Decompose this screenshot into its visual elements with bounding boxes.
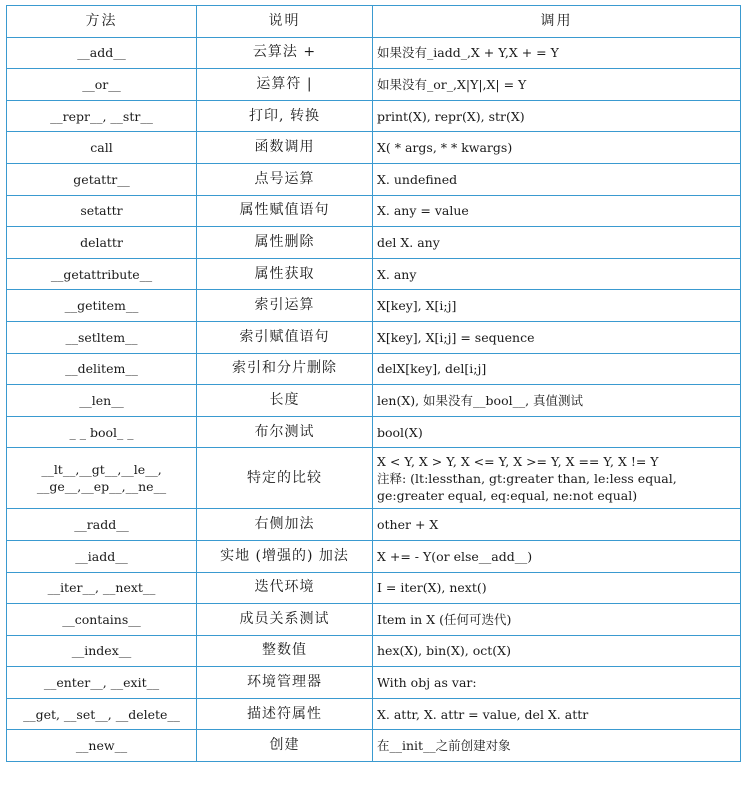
table-row bbox=[7, 100, 741, 132]
usage-line: X. any bbox=[377, 266, 417, 282]
method-cell bbox=[7, 730, 197, 762]
description-cell: 描述符属性 bbox=[197, 698, 373, 730]
usage-cell bbox=[373, 100, 741, 132]
usage-cell bbox=[373, 572, 741, 604]
usage-cell bbox=[373, 509, 741, 541]
table-row bbox=[7, 290, 741, 322]
table-row bbox=[7, 258, 741, 290]
method-cell bbox=[7, 604, 197, 636]
method-name: setattr bbox=[80, 203, 123, 219]
usage-cell bbox=[373, 195, 741, 227]
usage-line: ge:greater equal, eq:equal, ne:not equal) bbox=[377, 487, 638, 503]
description-cell: 布尔测试 bbox=[197, 416, 373, 448]
header-description: 说明 bbox=[197, 6, 373, 38]
description-cell: 长度 bbox=[197, 385, 373, 417]
method-cell bbox=[7, 258, 197, 290]
usage-line: print(X), repr(X), str(X) bbox=[377, 108, 525, 124]
usage-cell bbox=[373, 353, 741, 385]
method-name: __delitem__ bbox=[65, 361, 138, 377]
usage-cell bbox=[373, 258, 741, 290]
method-cell bbox=[7, 448, 197, 509]
usage-line: Item in X (任何可迭代) bbox=[377, 611, 512, 627]
description-cell: 点号运算 bbox=[197, 163, 373, 195]
description-cell: 属性删除 bbox=[197, 227, 373, 259]
table-row bbox=[7, 195, 741, 227]
method-name: __or__ bbox=[82, 76, 121, 92]
table-row bbox=[7, 163, 741, 195]
usage-cell bbox=[373, 385, 741, 417]
description-cell: 函数调用 bbox=[197, 132, 373, 164]
usage-line: X[key], X[i;j] bbox=[377, 298, 457, 314]
table-body bbox=[7, 37, 741, 761]
usage-line: X. attr, X. attr = value, del X. attr bbox=[377, 706, 589, 722]
usage-cell bbox=[373, 540, 741, 572]
description-cell: 索引和分片删除 bbox=[197, 353, 373, 385]
method-name: delattr bbox=[80, 234, 123, 250]
description-cell: 索引运算 bbox=[197, 290, 373, 322]
method-name: __lt__,__gt__,__le__, bbox=[41, 462, 162, 478]
table-row bbox=[7, 448, 741, 509]
usage-line: With obj as var: bbox=[377, 675, 477, 691]
description-cell: 属性赋值语句 bbox=[197, 195, 373, 227]
method-name: __enter__, __exit__ bbox=[43, 675, 160, 691]
method-name: __add__ bbox=[77, 45, 126, 61]
method-name: __getitem__ bbox=[64, 298, 139, 314]
method-name: call bbox=[90, 140, 113, 156]
usage-line: del X. any bbox=[377, 234, 440, 250]
usage-line: 注释: (lt:lessthan, gt:greater than, le:less equal, bbox=[377, 470, 677, 486]
usage-line: I = iter(X), next() bbox=[377, 580, 487, 596]
method-name: getattr__ bbox=[73, 171, 130, 187]
method-name: __contains__ bbox=[62, 611, 141, 627]
table-row bbox=[7, 353, 741, 385]
method-cell bbox=[7, 321, 197, 353]
method-cell bbox=[7, 100, 197, 132]
description-cell: 成员关系测试 bbox=[197, 604, 373, 636]
header-row bbox=[7, 6, 741, 38]
method-name: __repr__, __str__ bbox=[50, 108, 153, 124]
usage-line: X( * args, * * kwargs) bbox=[377, 140, 513, 156]
usage-cell bbox=[373, 604, 741, 636]
usage-line: X[key], X[i;j] = sequence bbox=[377, 329, 535, 345]
usage-line: 在__init__之前创建对象 bbox=[377, 738, 511, 754]
usage-line: 如果没有_or_,X|Y|,X| = Y bbox=[377, 76, 527, 92]
description-cell: 云算法 + bbox=[197, 37, 373, 69]
usage-line: other + X bbox=[377, 517, 439, 533]
description-cell: 实地 (增强的) 加法 bbox=[197, 540, 373, 572]
usage-cell bbox=[373, 37, 741, 69]
method-cell bbox=[7, 667, 197, 699]
description-cell: 右侧加法 bbox=[197, 509, 373, 541]
method-name: __iter__, __next__ bbox=[47, 580, 156, 596]
method-name: __getattribute__ bbox=[50, 266, 153, 282]
usage-cell bbox=[373, 227, 741, 259]
table-row bbox=[7, 37, 741, 69]
usage-cell bbox=[373, 667, 741, 699]
usage-cell bbox=[373, 416, 741, 448]
table-row bbox=[7, 667, 741, 699]
header-method: 方法 bbox=[7, 6, 197, 38]
method-name: _ _ bool_ _ bbox=[69, 424, 134, 440]
table-row bbox=[7, 416, 741, 448]
usage-cell bbox=[373, 730, 741, 762]
method-cell bbox=[7, 163, 197, 195]
method-name: __get, __set__, __delete__ bbox=[23, 706, 180, 722]
method-cell bbox=[7, 37, 197, 69]
method-cell bbox=[7, 385, 197, 417]
table-row bbox=[7, 572, 741, 604]
description-cell: 属性获取 bbox=[197, 258, 373, 290]
description-cell: 环境管理器 bbox=[197, 667, 373, 699]
method-name: __ge__,__ep__,__ne__ bbox=[36, 479, 167, 495]
table-row bbox=[7, 698, 741, 730]
method-cell bbox=[7, 416, 197, 448]
table-row bbox=[7, 69, 741, 101]
usage-cell bbox=[373, 132, 741, 164]
usage-line: X. any = value bbox=[377, 203, 469, 219]
table-row bbox=[7, 385, 741, 417]
usage-line: X += - Y(or else__add__) bbox=[377, 548, 533, 564]
method-cell bbox=[7, 290, 197, 322]
usage-line: delX[key], del[i;j] bbox=[377, 361, 487, 377]
method-cell bbox=[7, 227, 197, 259]
usage-cell bbox=[373, 635, 741, 667]
description-cell: 打印, 转换 bbox=[197, 100, 373, 132]
usage-line: 如果没有_iadd_,X + Y,X + = Y bbox=[377, 45, 559, 61]
usage-line: hex(X), bin(X), oct(X) bbox=[377, 643, 511, 659]
usage-cell bbox=[373, 321, 741, 353]
usage-line: len(X), 如果没有__bool__, 真值测试 bbox=[377, 392, 584, 408]
method-cell bbox=[7, 132, 197, 164]
usage-cell bbox=[373, 448, 741, 509]
method-name: __len__ bbox=[79, 392, 124, 408]
table-row bbox=[7, 132, 741, 164]
usage-line: bool(X) bbox=[377, 424, 423, 440]
table-row bbox=[7, 227, 741, 259]
table-row bbox=[7, 730, 741, 762]
table-row bbox=[7, 635, 741, 667]
description-cell: 运算符 | bbox=[197, 69, 373, 101]
method-name: __iadd__ bbox=[75, 548, 128, 564]
table-row bbox=[7, 540, 741, 572]
usage-line: X. undefined bbox=[377, 171, 458, 187]
usage-cell bbox=[373, 163, 741, 195]
usage-cell bbox=[373, 698, 741, 730]
method-name: __index__ bbox=[71, 643, 132, 659]
table-row bbox=[7, 321, 741, 353]
usage-line: X < Y, X > Y, X <= Y, X >= Y, X == Y, X != Y bbox=[377, 453, 659, 469]
table-row bbox=[7, 509, 741, 541]
usage-cell bbox=[373, 290, 741, 322]
method-cell bbox=[7, 540, 197, 572]
description-cell: 索引赋值语句 bbox=[197, 321, 373, 353]
method-cell bbox=[7, 353, 197, 385]
method-cell bbox=[7, 195, 197, 227]
description-cell: 迭代环境 bbox=[197, 572, 373, 604]
header-usage: 调用 bbox=[373, 6, 741, 38]
method-cell bbox=[7, 635, 197, 667]
usage-cell bbox=[373, 69, 741, 101]
method-name: __setltem__ bbox=[65, 329, 138, 345]
method-cell bbox=[7, 509, 197, 541]
method-name: __radd__ bbox=[74, 517, 129, 533]
method-name: __new__ bbox=[75, 738, 128, 754]
description-cell: 整数值 bbox=[197, 635, 373, 667]
method-cell bbox=[7, 572, 197, 604]
method-table bbox=[6, 5, 741, 762]
description-cell: 创建 bbox=[197, 730, 373, 762]
method-cell bbox=[7, 698, 197, 730]
description-cell: 特定的比较 bbox=[197, 448, 373, 509]
table-row bbox=[7, 604, 741, 636]
method-cell bbox=[7, 69, 197, 101]
